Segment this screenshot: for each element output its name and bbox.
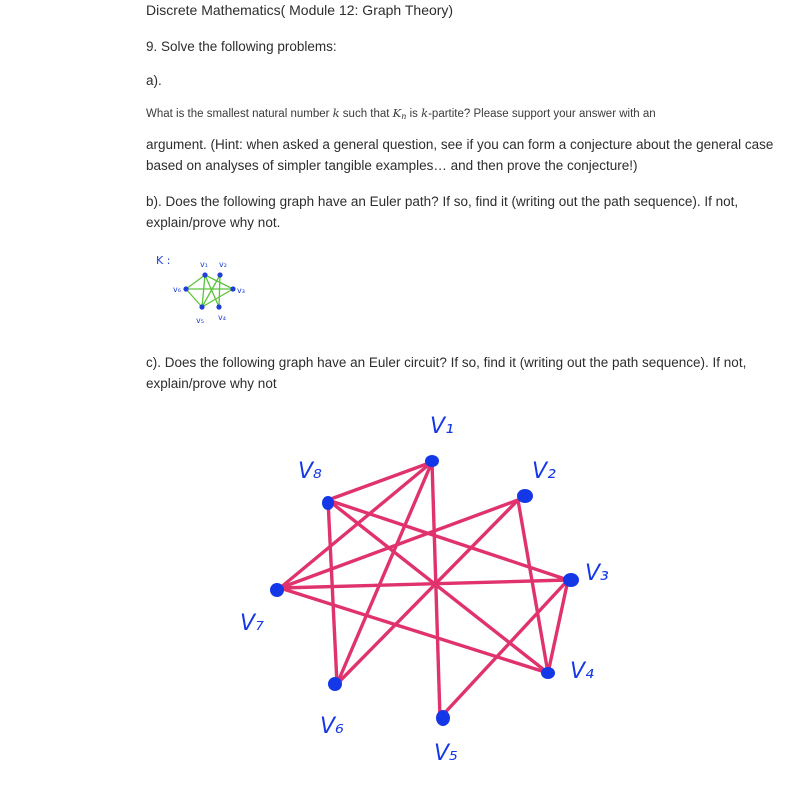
part-a-label: a). — [146, 73, 162, 88]
graph-k-labels — [173, 260, 245, 325]
problem-heading: 9. Solve the following problems: — [146, 39, 337, 54]
k-label-v3: v₃ — [237, 286, 245, 295]
k-label-v2: v₂ — [219, 260, 227, 269]
part-a-question-mid2: is — [406, 108, 422, 120]
k-edge-v6-v1 — [186, 275, 205, 289]
c-edge-v2-v7 — [280, 500, 518, 588]
c-label-v1: V₁ — [430, 414, 454, 439]
k-label-v5: v₅ — [196, 316, 204, 325]
var-n: n — [401, 112, 407, 121]
c-edge-v3-v4 — [548, 580, 568, 673]
graph-c-figure — [0, 400, 804, 786]
part-c-text: c). Does the following graph have an Euler circuit? If so, find it (writing out the path sequence). If not, explain/prove why not — [146, 355, 747, 391]
c-edge-v3-v5 — [440, 580, 568, 718]
c-node-v4 — [541, 667, 555, 679]
c-node-v1 — [425, 455, 439, 467]
graph-k-figure — [146, 248, 266, 338]
part-a-question — [146, 103, 656, 127]
graph-k-edges — [186, 275, 233, 307]
k-edge-v6-v5 — [186, 289, 202, 307]
c-edge-v7-v4 — [280, 588, 548, 673]
part-a-question-post: -partite? Please support your answer with an — [428, 108, 656, 120]
graph-k-name: K : — [156, 254, 171, 267]
graph-k-nodes — [183, 272, 235, 309]
part-b-text: b). Does the following graph have an Euler path? If so, find it (writing out the path sequence). If not, explain/prove why not. — [146, 194, 739, 230]
k-node-v1 — [202, 272, 207, 277]
c-node-v7 — [270, 583, 284, 597]
k-edge-v2-v4 — [219, 275, 220, 307]
c-edge-v8-v3 — [328, 500, 568, 580]
part-a-continuation: argument. (Hint: when asked a general question, see if you can form a conjecture about the general case based on analyses of simpler tangible examples… and then prove the conjecture!) — [146, 137, 774, 173]
c-label-v3: V₃ — [585, 561, 609, 586]
k-node-v4 — [216, 304, 221, 309]
c-edge-v7-v3 — [280, 580, 568, 588]
var-k-2: k — [421, 106, 429, 120]
c-label-v2: V₂ — [532, 459, 556, 484]
k-node-v5 — [199, 304, 204, 309]
c-label-v5: V₅ — [434, 741, 458, 766]
part-a-question-mid1: such that — [339, 108, 393, 120]
c-node-v5 — [436, 710, 450, 726]
part-a-question-pre: What is the smallest natural number — [146, 108, 333, 120]
var-K: K — [392, 106, 402, 120]
c-label-v6: V₆ — [320, 714, 344, 739]
k-node-v6 — [183, 286, 188, 291]
k-label-v1: v₁ — [200, 260, 208, 269]
c-label-v7: V₇ — [240, 611, 264, 636]
c-edge-v1-v6 — [337, 462, 432, 684]
c-node-v6 — [328, 677, 342, 691]
c-edge-v2-v4 — [518, 500, 548, 673]
c-edge-v8-v6 — [328, 500, 337, 684]
document-title: Discrete Mathematics( Module 12: Graph Theory) — [146, 2, 454, 18]
c-edge-v1-v5 — [432, 462, 440, 718]
c-node-v3 — [563, 573, 579, 587]
k-node-v3 — [230, 286, 235, 291]
k-label-v6: v₆ — [173, 285, 181, 294]
c-node-v8 — [322, 496, 334, 510]
c-label-v8: V₈ — [298, 459, 322, 484]
c-label-v4: V₄ — [570, 659, 594, 684]
c-node-v2 — [517, 489, 533, 503]
k-node-v2 — [217, 272, 222, 277]
k-label-v4: v₄ — [218, 313, 226, 322]
var-k: k — [332, 106, 340, 120]
